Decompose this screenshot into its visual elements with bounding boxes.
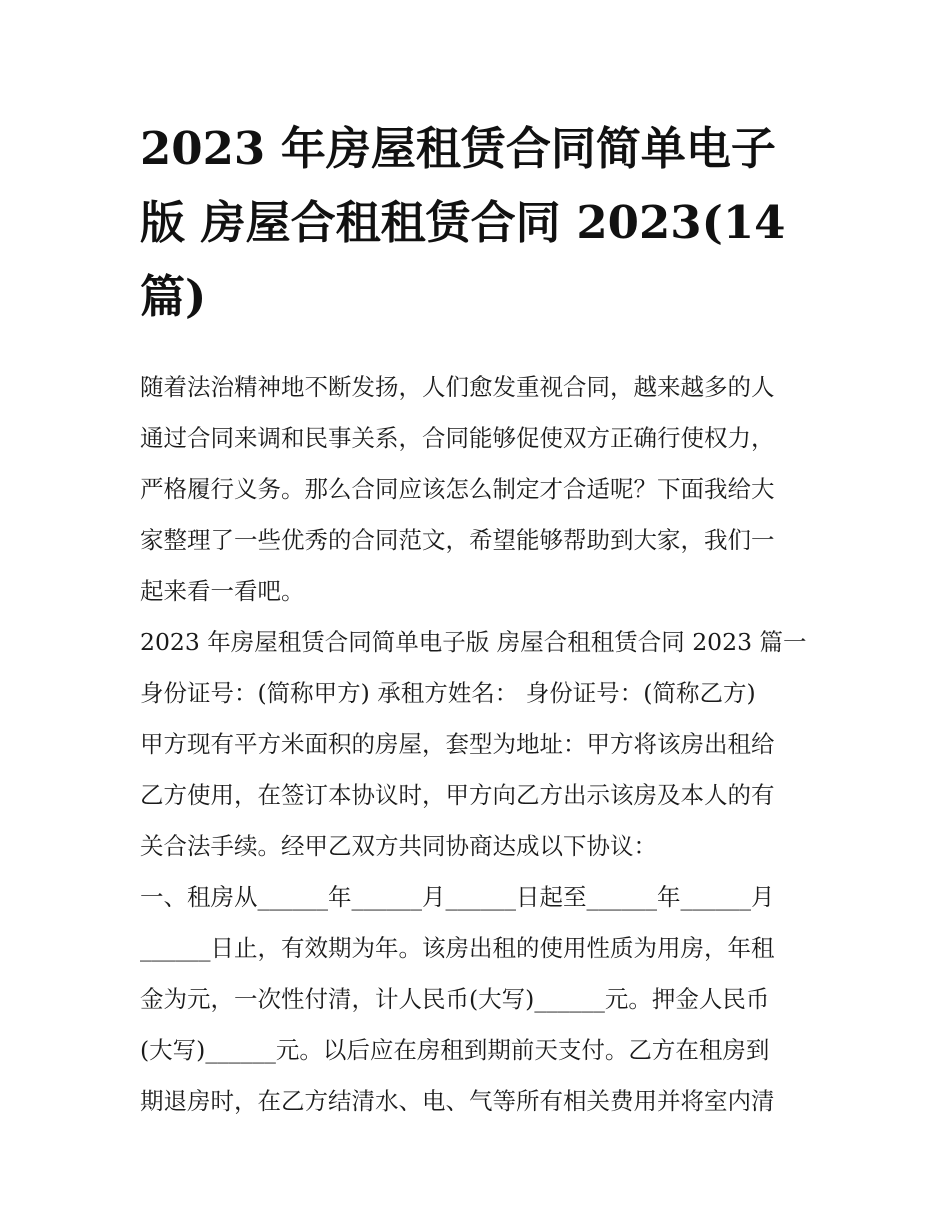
body-line: 随着法治精神地不断发扬，人们愈发重视合同，越来越多的人 bbox=[140, 373, 775, 401]
body-line: 家整理了一些优秀的合同范文，希望能够帮助到大家，我们一 bbox=[140, 526, 775, 554]
body-line: (大写)______元。以后应在房租到期前天支付。乙方在租房到 bbox=[140, 1036, 770, 1064]
body-line: ______日止，有效期为年。该房出租的使用性质为用房，年租 bbox=[140, 934, 775, 962]
body-line: 起来看一看吧。 bbox=[140, 577, 305, 605]
body-line: 期退房时，在乙方结清水、电、气等所有相关费用并将室内清 bbox=[140, 1087, 775, 1115]
title-line: 篇) bbox=[140, 270, 207, 323]
document-content bbox=[140, 112, 820, 1127]
body-line: 金为元，一次性付清，计人民币(大写)______元。押金人民币 bbox=[140, 985, 770, 1013]
document-title bbox=[140, 112, 820, 334]
body-line: 甲方现有平方米面积的房屋，套型为地址：甲方将该房出租给 bbox=[140, 730, 775, 758]
body-line: 关合法手续。经甲乙双方共同协商达成以下协议： bbox=[140, 832, 657, 860]
title-line: 版 房屋合租租赁合同 2023(14 bbox=[140, 196, 786, 249]
document-body bbox=[140, 362, 820, 1127]
section-heading-line: 2023 年房屋租赁合同简单电子版 房屋合租租赁合同 2023 篇一 bbox=[140, 628, 807, 656]
body-line: 乙方使用，在签订本协议时，甲方向乙方出示该房及本人的有 bbox=[140, 781, 775, 809]
body-line: 通过合同来调和民事关系，合同能够促使双方正确行使权力， bbox=[140, 424, 775, 452]
body-line: 严格履行义务。那么合同应该怎么制定才合适呢？下面我给大 bbox=[140, 475, 775, 503]
body-line: 身份证号：(简称甲方) 承租方姓名： 身份证号：(简称乙方) bbox=[140, 679, 756, 707]
title-line: 2023 年房屋租赁合同简单电子 bbox=[140, 122, 776, 175]
body-line: 一、租房从______年______月______日起至______年______月 bbox=[140, 883, 775, 911]
